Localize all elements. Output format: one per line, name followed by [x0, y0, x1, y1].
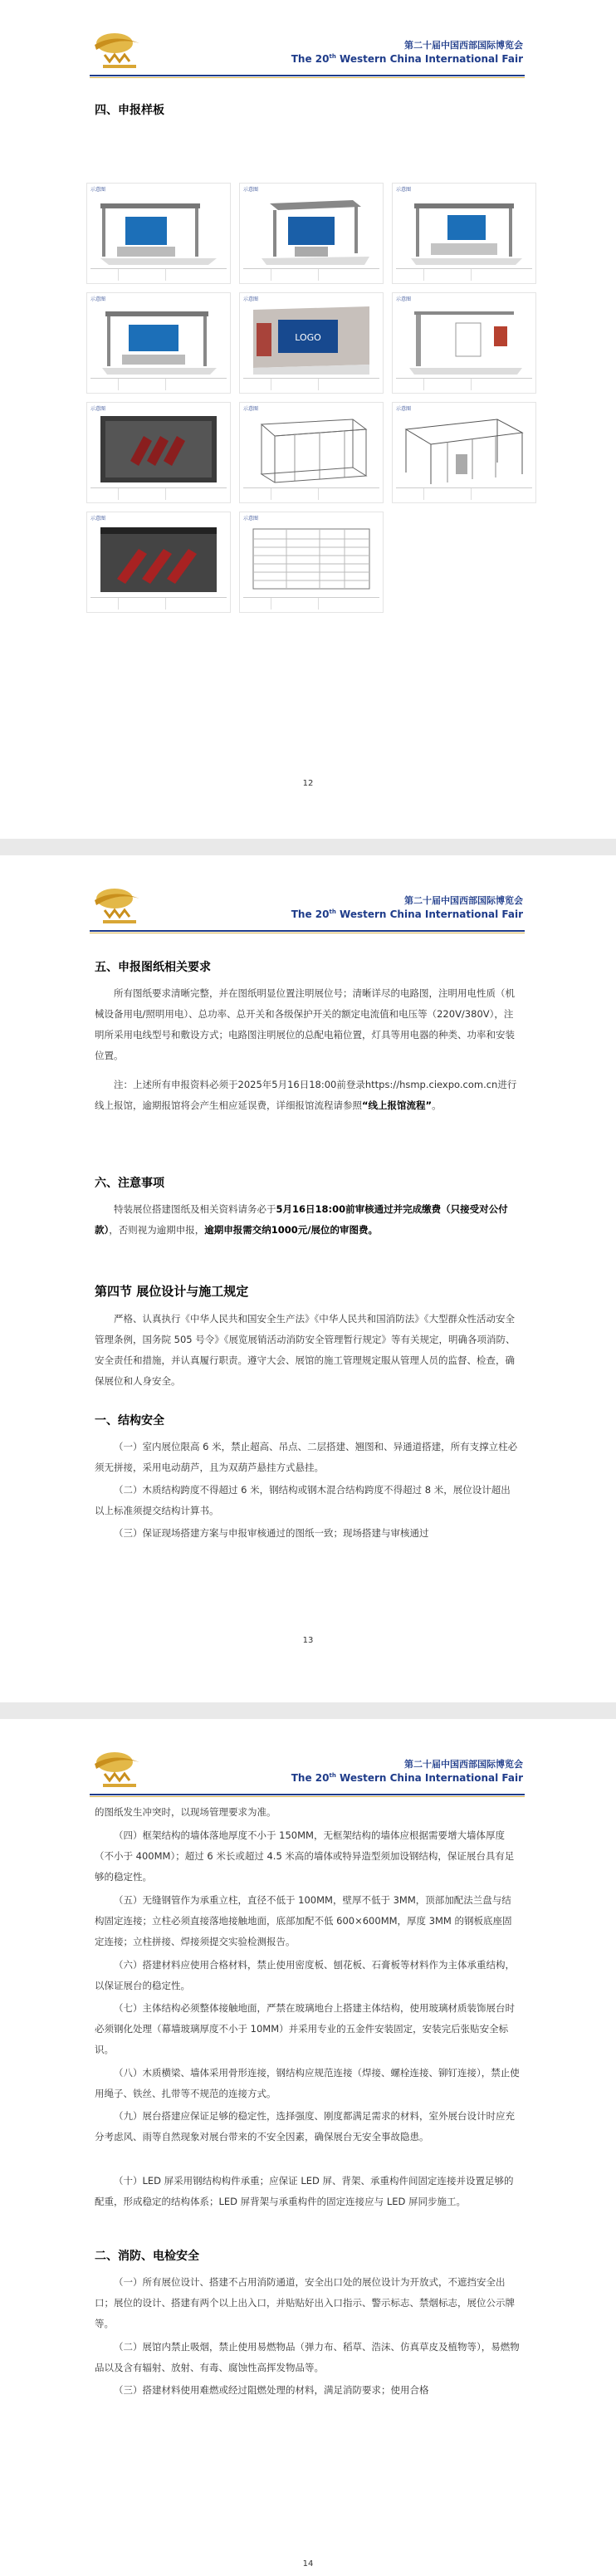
document-page-1 [0, 0, 616, 839]
page-header [0, 0, 616, 75]
list-item: （三）搭建材料使用难燃或经过阻燃处理的材料，满足消防要求；使用合格 [114, 2384, 429, 2396]
paragraph: （三）保证现场搭建方案与申报审核通过的图纸一致；现场搭建与审核通过 [114, 1527, 429, 1539]
sample-drawing-thumbnail: 示意图 LOGO [239, 292, 384, 394]
list-item: （五）无缝钢管作为承重立柱，直径不低于 100MM，壁厚不低于 3MM，顶部加配法兰盘与结构固定连接；立柱必须直接落地接触地面，底部加配不低 600×600MM，厚度 3MM 的钢板底座固定连接；立柱拼接、焊接须提交实验检测报告。 [95, 1894, 512, 1947]
page-number: 12 [302, 779, 314, 788]
document-page-3 [0, 1719, 616, 2576]
sample-drawing-thumbnail: 示意图 [392, 292, 536, 394]
section-title: 四、申报样板 [95, 104, 164, 117]
paragraph-continued: 的图纸发生冲突时，以现场管理要求为准。 [95, 1806, 276, 1818]
sample-drawing-thumbnail: 示意图 [392, 183, 536, 284]
sample-drawing-thumbnail: 示意图 [86, 183, 231, 284]
paragraph: 严格、认真执行《中华人民共和国安全生产法》《中华人民共和国消防法》《大型群众性活动安全管理条例，国务院 505 号令》《展览展销活动消防安全管理暂行规定》等有关规定，明确各项消防、安全责任和措施，并认真履行职责。遵守大会、展馆的施工管理规定服从管理人员的监督、检查，确保展位和人身安全。 [95, 1313, 516, 1387]
sample-drawing-thumbnail: 示意图 [86, 402, 231, 503]
paragraph: （一）室内展位限高 6 米，禁止超高、吊点、二层搭建、翘图和、异通道搭建，所有支撑立柱必须无拼接，采用电动葫芦，且为双葫芦悬挂方式悬挂。 [95, 1441, 518, 1473]
page-number: 14 [302, 2559, 314, 2569]
logo-placeholder-text: LOGO [295, 332, 321, 343]
sample-drawing-thumbnail: 示意图 [239, 512, 384, 613]
page-header [0, 1719, 616, 1794]
paragraph: 所有图纸要求清晰完整，并在图纸明显位置注明展位号；清晰详尽的电路图，注明用电性质（机械设备用电/照明用电）、总功率、总开关和各级保护开关的额定电流值和电压等（220V/380V），注明所采用电线型号和敷设方式；电路图注明展位的总配电箱位置，灯具等用电器的种类、功率和安装位置。 [95, 987, 515, 1061]
header-title-cn: 第二十届中国西部国际博览会 [404, 895, 523, 906]
header-title-cn: 第二十届中国西部国际博览会 [404, 40, 523, 51]
list-item: （六）搭建材料应使用合格材料，禁止使用密度板、刨花板、石膏板等材料作为主体承重结构，以保证展台的稳定性。 [95, 1959, 515, 1991]
fair-logo-icon [90, 1744, 149, 1794]
sample-drawing-thumbnail: 示意图 [86, 512, 231, 613]
paragraph-note: 注：上述所有申报资料必须于2025年5月16日18:00前登录https://hsmp.ciexpo.com.cn进行线上报馆，逾期报馆将会产生相应延误费，详细报馆流程请参照“线上报馆流程”。 [95, 1079, 517, 1111]
header-title-en: The 20th Western China International Fair [291, 53, 523, 65]
section-title: 二、消防、电检安全 [95, 2250, 199, 2263]
chapter-title: 第四节 展位设计与施工规定 [95, 1284, 249, 1299]
section-title: 五、申报图纸相关要求 [95, 961, 211, 974]
paragraph-deadline: 特装展位搭建图纸及相关资料请务必于5月16日18:00前审核通过并完成缴费（只接受对公付款），否则视为逾期申报，逾期申报需交纳1000元/展位的审图费。 [95, 1203, 508, 1236]
header-title-en: The 20th Western China International Fair [291, 1772, 523, 1784]
list-item: （四）框架结构的墙体落地厚度不小于 150MM，无框架结构的墙体应根据需要增大墙体厚度（不小于 400MM）；超过 6 米长或超过 4.5 米高的墙体或特异造型须加设钢结构，保证展台具有足够的稳定性。 [95, 1829, 515, 1883]
page-header [0, 855, 616, 930]
sample-drawing-thumbnail: 示意图 [239, 183, 384, 284]
list-item: （二）展馆内禁止吸烟，禁止使用易燃物品（弹力布、稻草、浩沫、仿真草皮及植物等），易燃物品以及含有辐射、放射、有毒、腐蚀性高挥发物品等。 [95, 2341, 520, 2373]
list-item: （十）LED 屏采用钢结构构件承重；应保证 LED 屏、背架、承重构件间固定连接并设置足够的配重，形成稳定的结构体系；LED 屏背架与承重构件的固定连接应与 LED 屏同步施工。 [95, 2175, 514, 2207]
list-item: （一）所有展位设计、搭建不占用消防通道，安全出口处的展位设计为开放式，不遮挡安全出口；展位的设计、搭建有两个以上出入口，并贴贴好出入口指示、警示标志、禁烟标志，展位公示牌等。 [95, 2276, 515, 2329]
sample-drawing-thumbnail: 示意图 [392, 402, 536, 503]
list-item: （九）展台搭建应保证足够的稳定性，选择强度、刚度都满足需求的材料，室外展台设计时应充分考虑风、雨等自然现象对展台带来的不安全因素，确保展台无安全事故隐患。 [95, 2110, 515, 2143]
paragraph: （二）木质结构跨度不得超过 6 米，钢结构或钢木混合结构跨度不得超过 8 米，展位设计超出以上标准须提交结构计算书。 [95, 1484, 511, 1516]
page-number: 13 [302, 1636, 314, 1645]
list-item: （八）木质横梁、墙体采用骨形连接，钢结构应规范连接（焊接、螺栓连接、铆钉连接），禁止使用绳子、铁丝、扎带等不规范的连接方式。 [95, 2067, 520, 2099]
header-title-cn: 第二十届中国西部国际博览会 [404, 1759, 523, 1770]
sample-drawing-thumbnail: 示意图 [86, 292, 231, 394]
section-title: 六、注意事项 [95, 1177, 164, 1190]
document-page-2 [0, 855, 616, 1702]
sample-drawing-thumbnail: 示意图 [239, 402, 384, 503]
header-title-en: The 20th Western China International Fair [291, 908, 523, 920]
fair-logo-icon [90, 25, 149, 75]
section-title: 一、结构安全 [95, 1414, 164, 1428]
fair-logo-icon [90, 880, 149, 930]
list-item: （七）主体结构必须整体接触地面，严禁在玻璃地台上搭建主体结构，使用玻璃材质装饰展台时必须钢化处理（幕墙玻璃厚度不小于 10MM）并采用专业的五金件安装固定，安装完后张贴安全标识。 [95, 2002, 515, 2055]
